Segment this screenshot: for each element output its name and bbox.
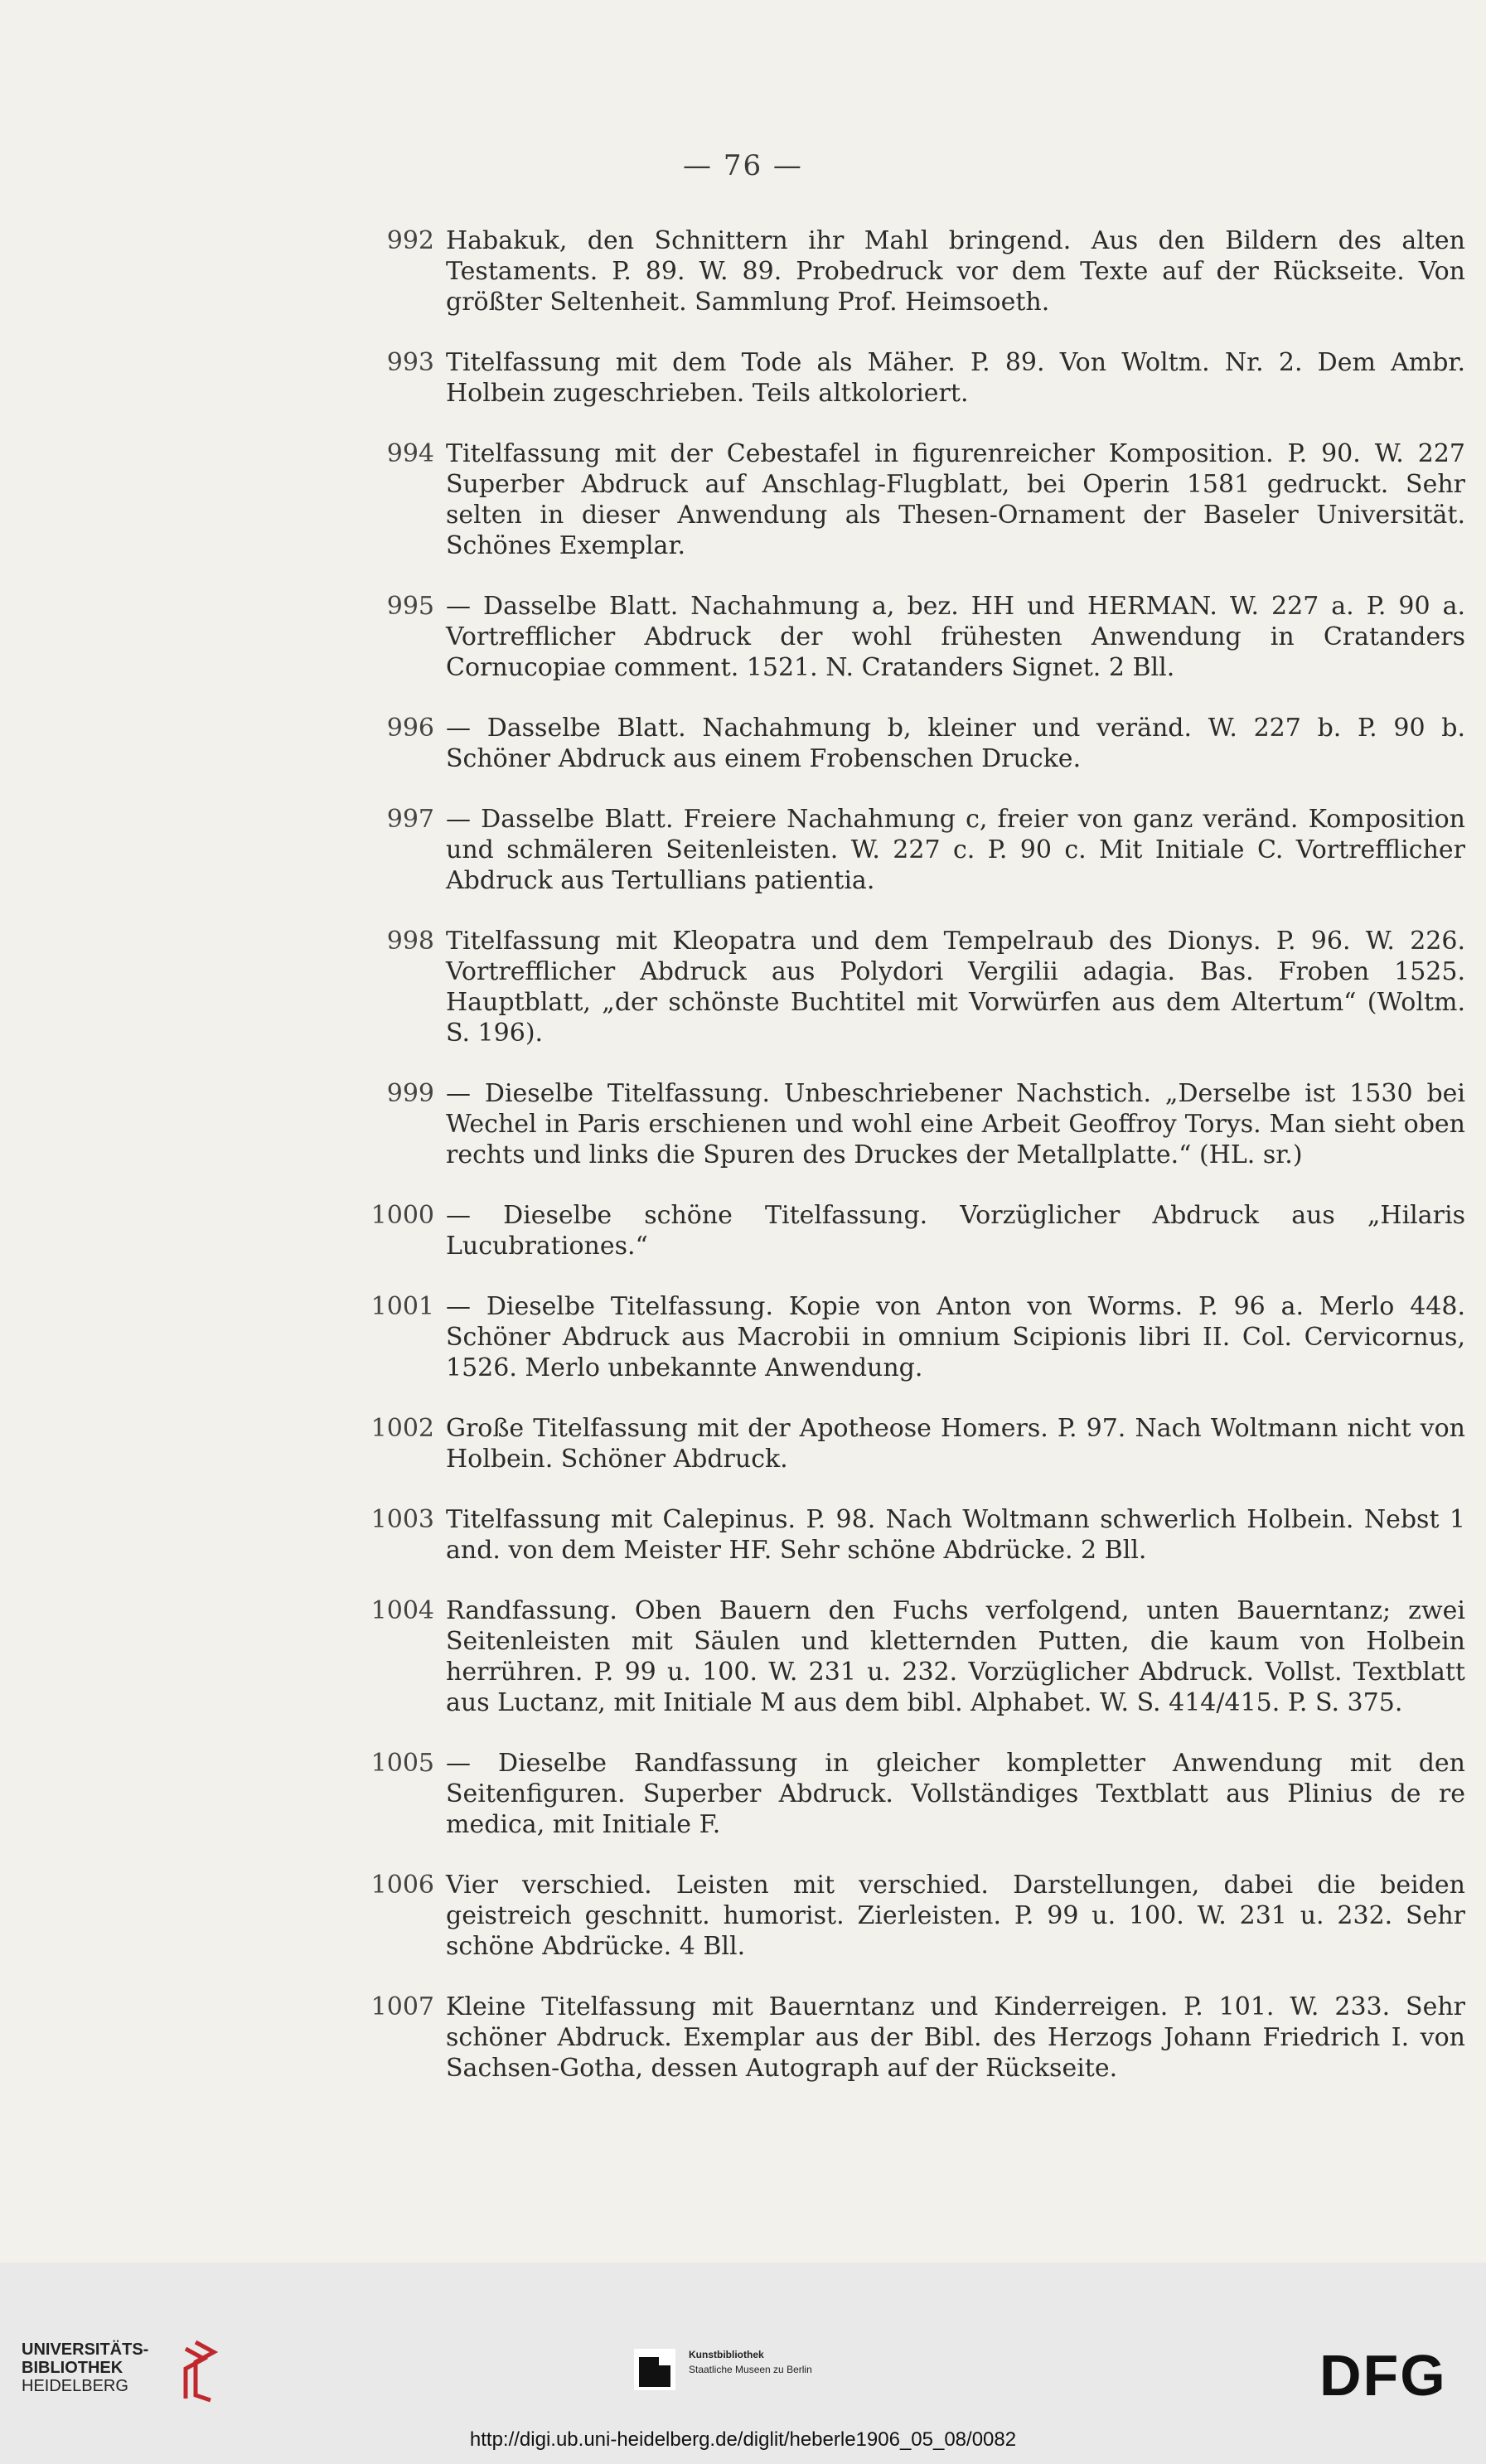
entry-text: Randfassung. Oben Bauern den Fuchs verfolgend, unten Bauerntanz; zwei Seitenleisten mit Säulen und kletternden Putten, die kaum von Holbein herrühren. P. 99 u. 100. W. 231 u. 232. Vorzüglicher Abdruck. Vollst. Textblatt aus Luctanz, mit Initiale M aus dem bibl. Alphabet. W. S. 414/415. P. S. 375.: [446, 1596, 1465, 1717]
entry-text: Titelfassung mit Calepinus. P. 98. Nach Woltmann schwerlich Holbein. Nebst 1 and. von dem Meister HF. Sehr schöne Abdrücke. 2 Bll.: [446, 1505, 1465, 1565]
entry-text: Titelfassung mit dem Tode als Mäher. P. 89. Von Woltm. Nr. 2. Dem Ambr. Holbein zugeschrieben. Teils altkoloriert.: [446, 348, 1465, 408]
source-url[interactable]: http://digi.ub.uni-heidelberg.de/diglit/heberle1906_05_08/0082: [469, 2428, 1017, 2451]
ub-line-2: BIBLIOTHEK: [22, 2359, 123, 2377]
catalog-entry: [355, 926, 1465, 1048]
entry-number: 1000: [370, 1201, 434, 1230]
entry-text: — Dieselbe schöne Titelfassung. Vorzüglicher Abdruck aus „Hilaris Lucubrationes.“: [446, 1201, 1465, 1261]
entry-text: — Dieselbe Randfassung in gleicher kompletter Anwendung mit den Seitenfiguren. Superber Abdruck. Vollständiges Textblatt aus Plinius de re medica, mit Initiale F.: [446, 1749, 1465, 1839]
entry-number: 1003: [370, 1505, 434, 1534]
catalog-entry: [355, 1291, 1465, 1383]
catalog-entry: [355, 438, 1465, 561]
dfg-logo[interactable]: [1319, 2345, 1464, 2403]
entry-number: 1002: [370, 1414, 434, 1443]
entry-number: 1001: [370, 1292, 434, 1321]
ub-brace-icon: [162, 2337, 220, 2403]
page-number: — 76 —: [683, 149, 803, 182]
entry-number: 1007: [370, 1992, 434, 2021]
entry-text: Titelfassung mit der Cebestafel in figurenreicher Komposition. P. 90. W. 227 Superber Abdruck auf Anschlag-Flugblatt, bei Operin 1581 gedruckt. Sehr selten in dieser Anwendung als Thesen-Ornament der Baseler Universität. Schönes Exemplar.: [446, 439, 1465, 560]
ub-line-3: HEIDELBERG: [22, 2377, 128, 2395]
entry-text: Titelfassung mit Kleopatra und dem Tempelraub des Dionys. P. 96. W. 226. Vortrefflicher Abdruck aus Polydori Vergilii adagia. Bas. Froben 1525. Hauptblatt, „der schönste Buchtitel mit Vorwürfen aus dem Altertum“ (Woltm. S. 196).: [446, 927, 1465, 1048]
entry-text: — Dieselbe Titelfassung. Kopie von Anton von Worms. P. 96 a. Merlo 448. Schöner Abdruck aus Macrobii in omnium Scipionis libri II. Col. Cervicornus, 1526. Merlo unbekannte Anwendung.: [446, 1292, 1465, 1382]
entry-text: — Dasselbe Blatt. Nachahmung a, bez. HH und HERMAN. W. 227 a. P. 90 a. Vortrefflicher Abdruck der wohl frühesten Anwendung in Cratanders Cornucopiae comment. 1521. N. Cratanders Signet. 2 Bll.: [446, 592, 1465, 682]
entry-text: — Dieselbe Titelfassung. Unbeschriebener Nachstich. „Derselbe ist 1530 bei Wechel in Paris erschienen und wohl eine Arbeit Geoffroy Torys. Man sieht oben rechts und links die Spuren des Druckes der Metallplatte.“ (HL. sr.): [446, 1079, 1465, 1169]
catalog-entry: [355, 347, 1465, 409]
entry-number: 997: [386, 805, 434, 834]
ub-line-1: UNIVERSITÄTS-: [22, 2341, 149, 2359]
dfg-logo-text: DFG: [1319, 2345, 1447, 2403]
entry-number: 992: [386, 226, 434, 255]
entry-text: — Dasselbe Blatt. Nachahmung b, kleiner und veränd. W. 227 b. P. 90 b. Schöner Abdruck aus einem Frobenschen Drucke.: [446, 714, 1465, 773]
entry-text: Habakuk, den Schnittern ihr Mahl bringend. Aus den Bildern des alten Testaments. P. 89. W. 89. Probedruck vor dem Texte auf der Rückseite. Von größter Seltenheit. Sammlung Prof. Heimsoeth.: [446, 226, 1465, 317]
entry-number: 993: [386, 348, 434, 377]
catalog-entry: [355, 1870, 1465, 1962]
entry-text: — Dasselbe Blatt. Freiere Nachahmung c, freier von ganz veränd. Komposition und schmäleren Seitenleisten. W. 227 c. P. 90 c. Mit Initiale C. Vortrefflicher Abdruck aus Tertullians patientia.: [446, 805, 1465, 895]
catalog-entry: [355, 1413, 1465, 1474]
ub-logo-text: [22, 2341, 148, 2395]
entry-number: 996: [386, 714, 434, 743]
kunstbibliothek-icon: [634, 2349, 675, 2390]
entry-number: 994: [386, 439, 434, 468]
ub-heidelberg-logo[interactable]: [22, 2337, 220, 2403]
entry-number: 998: [386, 927, 434, 956]
entry-text: Vier verschied. Leisten mit verschied. Darstellungen, dabei die beiden geistreich geschnitt. humorist. Zierleisten. P. 99 u. 100. W. 231 u. 232. Sehr schöne Abdrücke. 4 Bll.: [446, 1871, 1465, 1961]
entry-text: Kleine Titelfassung mit Bauerntanz und Kinderreigen. P. 101. W. 233. Sehr schöner Abdruck. Exemplar aus der Bibl. des Herzogs Johann Friedrich I. von Sachsen-Gotha, dessen Autograph auf der Rückseite.: [446, 1992, 1465, 2083]
entry-number: 999: [386, 1079, 434, 1108]
catalog-entry: [355, 225, 1465, 317]
catalog-entry: [355, 713, 1465, 774]
kb-line-1: Kunstbibliothek: [689, 2349, 764, 2360]
catalog-entry: [355, 804, 1465, 896]
catalog-entry: [355, 1504, 1465, 1566]
footer-bar: [0, 2263, 1486, 2464]
catalog-entry: [355, 1595, 1465, 1718]
entry-number: 1005: [370, 1749, 434, 1778]
catalog-entry: [355, 1200, 1465, 1261]
entry-number: 1006: [370, 1871, 434, 1900]
entry-text: Große Titelfassung mit der Apotheose Homers. P. 97. Nach Woltmann nicht von Holbein. Schöner Abdruck.: [446, 1414, 1465, 1474]
catalog-entry: [355, 1992, 1465, 2084]
catalog-entry: [355, 1078, 1465, 1170]
catalog-entry: [355, 591, 1465, 683]
kb-line-2: Staatliche Museen zu Berlin: [689, 2364, 812, 2375]
kunstbibliothek-text: [689, 2347, 812, 2377]
catalog-entries: [355, 225, 1465, 2113]
entry-number: 1004: [370, 1596, 434, 1625]
entry-number: 995: [386, 592, 434, 621]
catalog-entry: [355, 1748, 1465, 1840]
kunstbibliothek-logo[interactable]: [634, 2345, 883, 2395]
